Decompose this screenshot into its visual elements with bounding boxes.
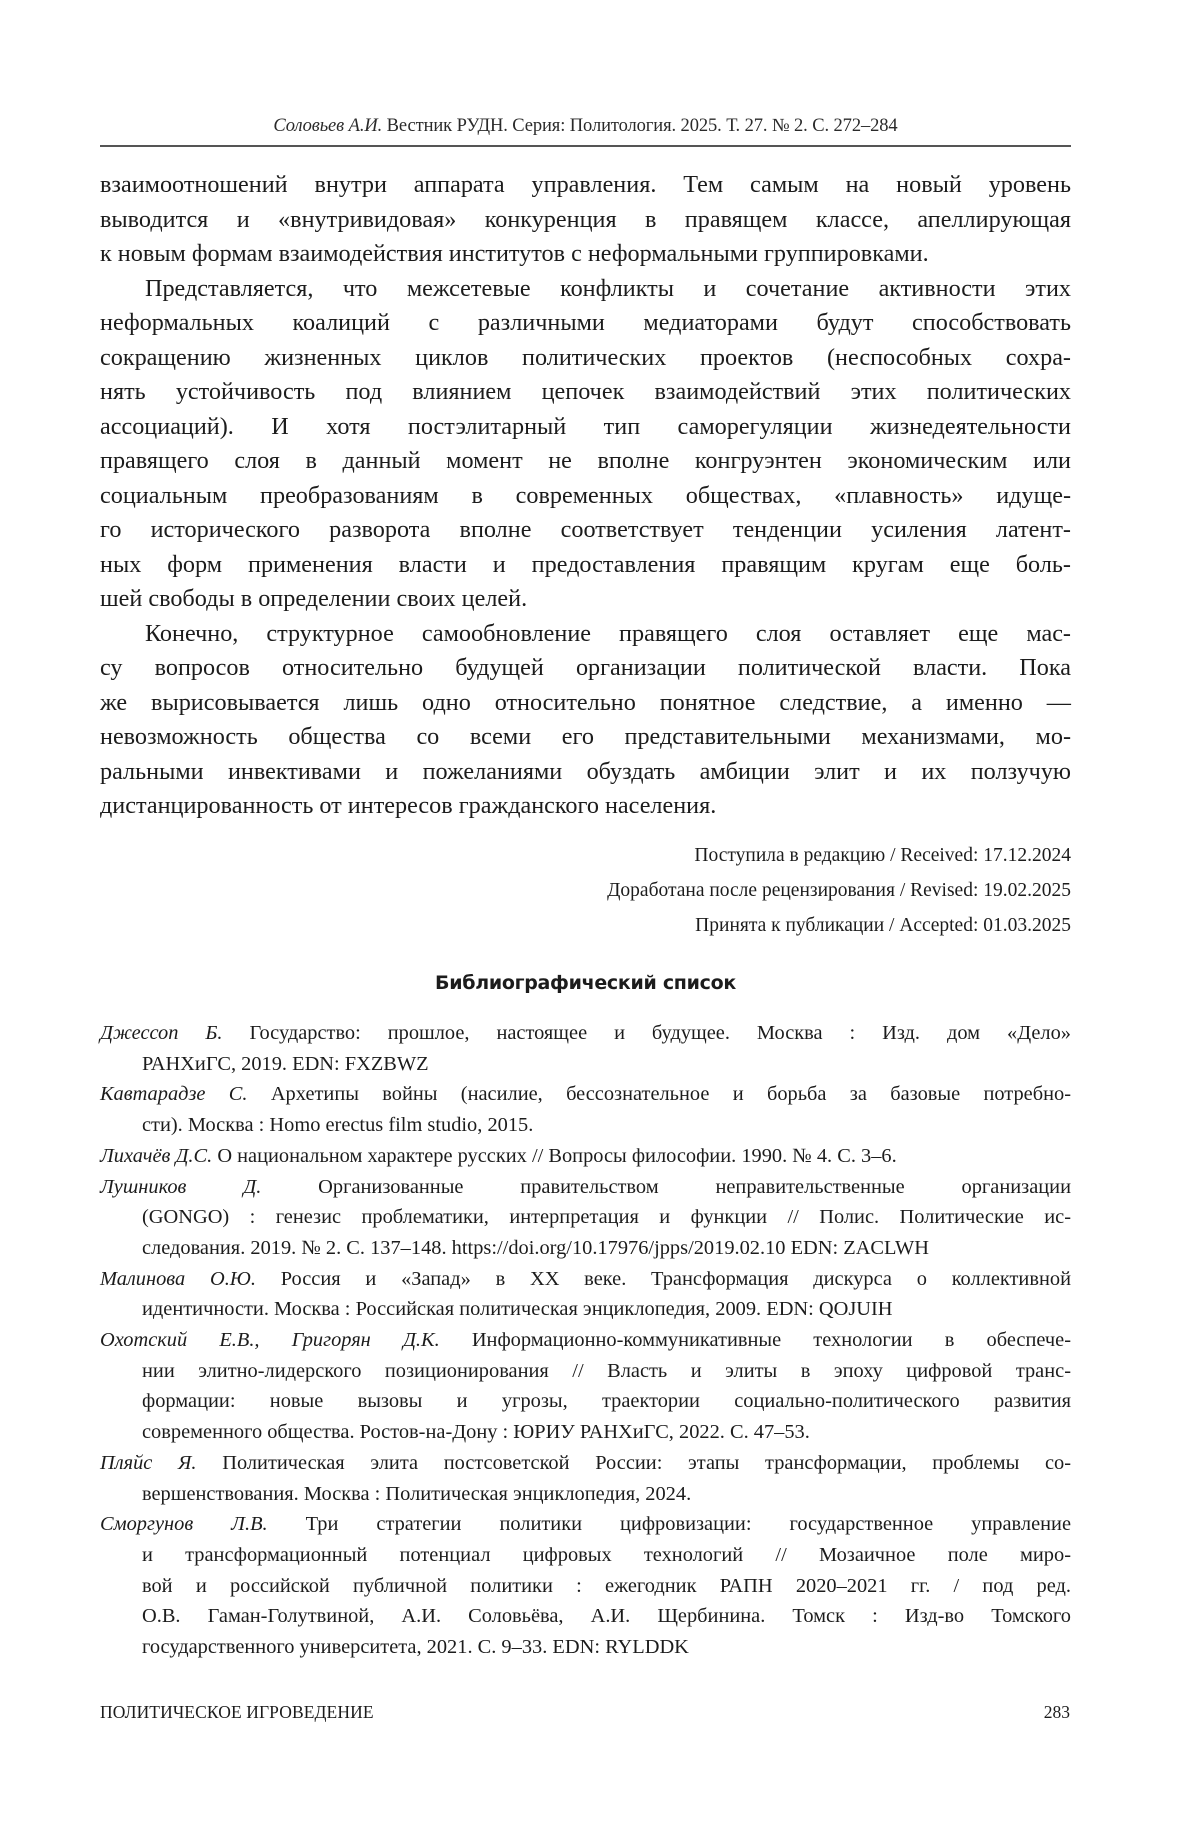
revised-date: Доработана после рецензирования / Revised: 19.02.2025 <box>607 880 1071 901</box>
paragraph <box>100 617 1071 824</box>
bibliography-text: Россия и «Запад» в XX веке. Трансформация дискурса о коллективной <box>255 1267 1071 1290</box>
page-number: 283 <box>1043 1702 1070 1722</box>
running-head-citation: Вестник РУДН. Серия: Политология. 2025. Т. 27. № 2. С. 272–284 <box>386 116 898 136</box>
text-line: су вопросов относительно будущей организации политической власти. Пока <box>100 654 1071 681</box>
bibliography-author: Малинова О.Ю. <box>100 1267 256 1290</box>
bibliography-line <box>100 1049 1071 1080</box>
text-line: ассоциаций). И хотя постэлитарный тип саморегуляции жизнедеятельности <box>100 412 1071 440</box>
bibliography-text: вершенствования. Москва : Политическая энциклопедия, 2024. <box>142 1482 692 1505</box>
bibliography-author: Джессоп Б. <box>100 1022 223 1044</box>
paragraph <box>100 168 1071 272</box>
bibliography-text: Организованные правительством неправительственные организации <box>261 1175 1071 1198</box>
bibliography-author: Лушников Д. <box>100 1175 262 1198</box>
running-head <box>100 116 1071 137</box>
bibliography-text: Государство: прошлое, настоящее и будущее. Москва : Изд. дом «Дело» <box>222 1022 1071 1044</box>
bibliography-line <box>100 1202 1071 1233</box>
text-line: шей свободы в определении своих целей. <box>100 585 528 612</box>
text-line: выводится и «внутривидовая» конкуренция в правящем классе, апеллирующая <box>100 205 1071 233</box>
bibliography-line <box>100 1540 1071 1571</box>
bibliography-text: нии элитно-лидерского позиционирования // Власть и элиты в эпоху цифровой транс- <box>142 1359 1071 1382</box>
bibliography-text: РАНХиГС, 2019. EDN: FXZBWZ <box>142 1052 429 1075</box>
bibliography-text: Политическая элита постсоветской России: этапы трансформации, проблемы со- <box>196 1451 1071 1474</box>
bibliography-entry <box>100 1018 1071 1079</box>
article-body <box>100 168 1071 824</box>
bibliography-line <box>100 1479 1071 1510</box>
bibliography-line <box>100 1632 1071 1663</box>
text-line: невозможность общества со всеми его представительными механизмами, мо- <box>100 723 1071 750</box>
text-line: к новым формам взаимодействия институтов с неформальными группировками. <box>100 240 929 267</box>
bibliography-text: следования. 2019. № 2. С. 137–148. https://doi.org/10.17976/jpps/2019.02.10 EDN: ZACLWH <box>142 1236 929 1259</box>
bibliography-text: Три стратегии политики цифровизации: государственное управление <box>267 1513 1071 1536</box>
bibliography-line <box>100 1601 1071 1632</box>
received-date: Поступила в редакцию / Received: 17.12.2024 <box>694 845 1071 866</box>
text-line: взаимоотношений внутри аппарата управления. Тем самым на новый уровень <box>100 171 1071 198</box>
text-line: Конечно, структурное самообновление правящего слоя оставляет еще мас- <box>145 619 1071 647</box>
bibliography-line <box>100 1294 1071 1325</box>
bibliography-entry <box>100 1325 1071 1448</box>
bibliography-line <box>100 1325 1071 1356</box>
bibliography-line <box>100 1264 1071 1295</box>
text-line: неформальных коалиций с различными медиаторами будут способствовать <box>100 309 1071 336</box>
bibliography-line <box>100 1018 1071 1049</box>
bibliography-text: современного общества. Ростов-на-Дону : ЮРИУ РАНХиГС, 2022. С. 47–53. <box>142 1421 810 1444</box>
bibliography-entry <box>100 1079 1071 1140</box>
submission-dates <box>480 838 1071 943</box>
bibliography-line <box>100 1448 1071 1479</box>
bibliography-text: Архетипы войны (насилие, бессознательное и борьба за базовые потребно- <box>247 1083 1071 1106</box>
text-line: ных форм применения власти и предоставления правящим кругам еще боль- <box>100 550 1071 578</box>
bibliography-line <box>100 1233 1071 1264</box>
text-line: социальным преобразованиям в современных обществах, «плавность» идуще- <box>100 481 1071 509</box>
bibliography-entry <box>100 1264 1071 1325</box>
bibliography-text: сти). Москва : Homo erectus film studio, 2015. <box>142 1114 534 1137</box>
running-head-author: Соловьев А.И. <box>273 116 383 136</box>
text-line: правящего слоя в данный момент не вполне конгруэнтен экономическим или <box>100 447 1071 474</box>
text-line: Представляется, что межсетевые конфликты и сочетание активности этих <box>145 274 1071 302</box>
bibliography-list <box>100 1018 1071 1663</box>
bibliography-author: Пляйс Я. <box>100 1451 197 1474</box>
bibliography-text: О национальном характере русских // Вопросы философии. 1990. № 4. С. 3–6. <box>212 1144 897 1167</box>
bibliography-line <box>100 1172 1071 1203</box>
text-line: ральными инвективами и пожеланиями обуздать амбиции элит и их ползучую <box>100 757 1071 785</box>
bibliography-entry <box>100 1172 1071 1264</box>
bibliography-entry <box>100 1141 1071 1172</box>
bibliography-author: Охотский Е.В., Григорян Д.К. <box>100 1329 440 1352</box>
bibliography-text: и трансформационный потенциал цифровых технологий // Мозаичное поле миро- <box>142 1543 1071 1566</box>
bibliography-text: вой и российской публичной политики : ежегодник РАПН 2020–2021 гг. / под ред. <box>142 1574 1071 1597</box>
bibliography-text: идентичности. Москва : Российская политическая энциклопедия, 2009. EDN: QOJUIH <box>142 1298 893 1321</box>
bibliography-text: Информационно-коммуникативные технологии в обеспече- <box>439 1329 1072 1352</box>
bibliography-line <box>100 1386 1071 1417</box>
bibliography-author: Кавтарадзе С. <box>100 1083 248 1106</box>
bibliography-line <box>100 1110 1071 1141</box>
text-line: сокращению жизненных циклов политических проектов (неспособных сохра- <box>100 343 1071 371</box>
text-line: го исторического разворота вполне соответствует тенденции усиления латент- <box>100 516 1071 543</box>
bibliography-line <box>100 1356 1071 1387</box>
accepted-date: Принята к публикации / Accepted: 01.03.2025 <box>695 915 1071 936</box>
bibliography-line <box>100 1141 1071 1172</box>
header-rule <box>100 145 1071 147</box>
text-line: нять устойчивость под влиянием цепочек взаимодействий этих политических <box>100 378 1071 405</box>
text-line: же вырисовывается лишь одно относительно понятное следствие, а именно — <box>100 688 1071 716</box>
bibliography-text: (GONGO) : генезис проблематики, интерпретация и функции // Полис. Политические ис- <box>142 1206 1071 1229</box>
bibliography-title: Библиографический список <box>435 972 736 994</box>
bibliography-text: формации: новые вызовы и угрозы, траектории социально-политического развития <box>142 1390 1071 1413</box>
bibliography-author: Сморгунов Л.В. <box>100 1513 268 1536</box>
bibliography-line <box>100 1509 1071 1540</box>
bibliography-author: Лихачёв Д.С. <box>100 1144 213 1167</box>
bibliography-text: О.В. Гаман-Голутвиной, А.И. Соловьёва, А.И. Щербинина. Томск : Изд-во Томского <box>142 1605 1071 1628</box>
text-line: дистанцированность от интересов гражданского населения. <box>100 792 717 819</box>
bibliography-text: государственного университета, 2021. С. 9–33. EDN: RYLDDK <box>142 1636 689 1659</box>
bibliography-entry <box>100 1448 1071 1509</box>
paragraph <box>100 272 1071 617</box>
bibliography-line <box>100 1417 1071 1448</box>
bibliography-line <box>100 1079 1071 1110</box>
bibliography-line <box>100 1571 1071 1602</box>
footer-section-title: ПОЛИТИЧЕСКОЕ ИГРОВЕДЕНИЕ <box>100 1702 374 1722</box>
bibliography-entry <box>100 1509 1071 1663</box>
